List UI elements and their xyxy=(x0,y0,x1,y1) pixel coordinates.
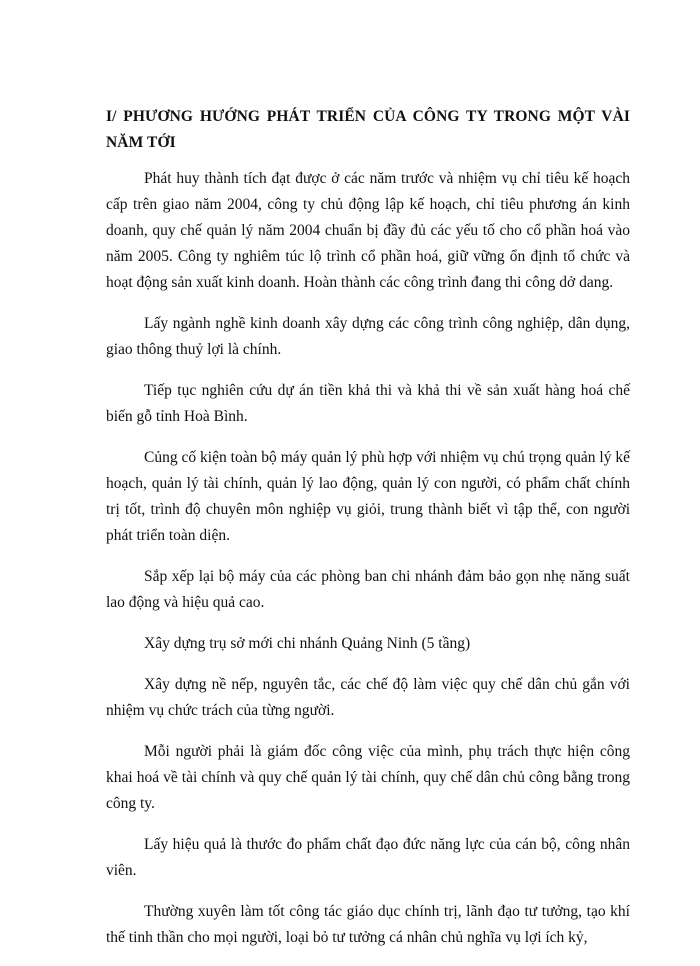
paragraph-personal-responsibility: Mỗi người phải là giám đốc công việc của mình, phụ trách thực hiện công khai hoá về tài chính và quy chế quản lý tài chính, quy chế dân chủ công bằng trong công ty. xyxy=(106,743,630,812)
paragraph-main-business: Lấy ngành nghề kinh doanh xây dựng các công trình công nghiệp, dân dụng, giao thông thuỷ lợi là chính. xyxy=(106,315,630,358)
paragraph-political-education: Thường xuyên làm tốt công tác giáo dục chính trị, lãnh đạo tư tưởng, tạo khí thế tinh thần cho mọi người, loại bỏ tư tưởng cá nhân chủ nghĩa vụ lợi ích kỷ, xyxy=(106,903,630,946)
section-heading: I/ PHƯƠNG HƯỚNG PHÁT TRIỂN CỦA CÔNG TY TRONG MỘT VÀI NĂM TỚI xyxy=(106,108,630,151)
paragraph-work-rules: Xây dựng nề nếp, nguyên tắc, các chế độ làm việc quy chế dân chủ gắn với nhiệm vụ chức trách của từng người. xyxy=(106,676,630,719)
paragraph-new-office: Xây dựng trụ sở mới chi nhánh Quảng Ninh (5 tầng) xyxy=(144,635,471,652)
paragraph-efficiency-measure: Lấy hiệu quả là thước đo phẩm chất đạo đức năng lực của cán bộ, công nhân viên. xyxy=(106,836,630,879)
document-body xyxy=(106,104,630,966)
paragraph-management-apparatus: Củng cố kiện toàn bộ máy quản lý phù hợp với nhiệm vụ chú trọng quản lý kế hoạch, quản lý tài chính, quản lý lao động, quản lý con người, có phẩm chất chính trị tốt, trình độ chuyên môn nghiệp vụ giỏi, trung thành biết vì tập thể, con người phát triển toàn diện. xyxy=(106,449,630,544)
paragraph-feasibility-study: Tiếp tục nghiên cứu dự án tiền khả thi và khả thi về sản xuất hàng hoá chế biến gỗ tỉnh Hoà Bình. xyxy=(106,382,630,425)
paragraph-reorganize-departments: Sắp xếp lại bộ máy của các phòng ban chi nhánh đảm bảo gọn nhẹ năng suất lao động và hiệu quả cao. xyxy=(106,568,630,611)
paragraph-achievements-plan: Phát huy thành tích đạt được ở các năm trước và nhiệm vụ chỉ tiêu kế hoạch cấp trên giao năm 2004, công ty chủ động lập kế hoạch, chỉ tiêu phương án kinh doanh, quy chế quản lý năm 2004 chuẩn bị đầy đủ các yếu tố cho cổ phần hoá vào năm 2005. Công ty nghiêm túc lộ trình cổ phần hoá, giữ vững ổn định tổ chức và hoạt động sản xuất kinh doanh. Hoàn thành các công trình đang thi công dở dang. xyxy=(106,170,630,291)
